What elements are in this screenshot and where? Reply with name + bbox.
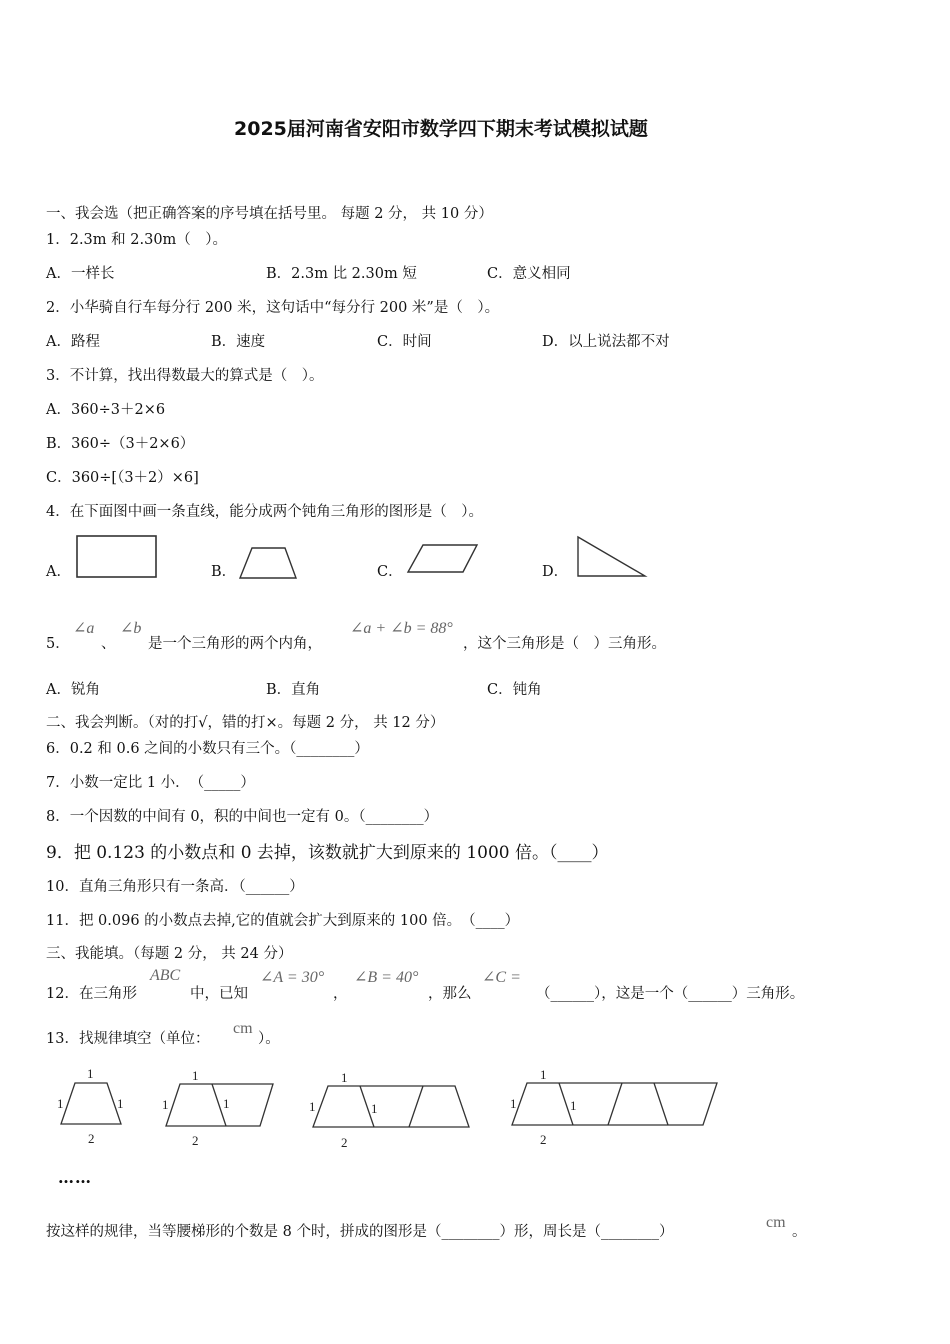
label-top-4: 1 — [540, 1067, 547, 1082]
question-5-angle-b: ∠b — [120, 620, 142, 637]
question-3-option-c[interactable]: C．360÷[（3＋2）×6] — [46, 470, 199, 486]
question-5-tail: ，这个三角形是（ ）三角形。 — [463, 636, 666, 652]
label-right-4: 1 — [570, 1098, 577, 1113]
question-12-text-4: （______），这是一个（______）三角形。 — [536, 986, 805, 1002]
label-right-1: 1 — [117, 1096, 124, 1111]
question-5-separator: 、 — [101, 636, 116, 652]
section-3-header: 三、我能填。（每题 2 分， 共 24 分） — [46, 946, 293, 962]
question-4-option-a[interactable]: A． — [46, 564, 71, 580]
question-13-answer: 按这样的规律，当等腰梯形的个数是 8 个时，拼成的图形是（________）形，周长是（________） — [46, 1224, 674, 1240]
label-left-3: 1 — [309, 1099, 316, 1114]
question-2-option-d[interactable]: D．以上说法都不对 — [542, 334, 670, 350]
question-5-option-a[interactable]: A．锐角 — [46, 682, 100, 698]
question-12-text-1: 12．在三角形 — [46, 986, 137, 1002]
label-left-1: 1 — [57, 1096, 64, 1111]
question-5-number: 5． — [46, 636, 70, 652]
question-3: 3．不计算，找出得数最大的算式是（ ）。 — [46, 368, 324, 384]
label-bottom-2: 2 — [192, 1133, 199, 1148]
section-2-header: 二、我会判断。（对的打√，错的打×。每题 2 分， 共 12 分） — [46, 715, 445, 731]
question-5-angle-a: ∠a — [73, 620, 95, 637]
question-8: 8．一个因数的中间有 0，积的中间也一定有 0。（________） — [46, 809, 439, 825]
label-top-2: 1 — [192, 1068, 199, 1083]
label-bottom-4: 2 — [540, 1132, 547, 1147]
question-5-text: 是一个三角形的两个内角， — [148, 636, 322, 652]
label-left-4: 1 — [510, 1096, 517, 1111]
question-13-answer-end: 。 — [792, 1224, 807, 1240]
label-left-2: 1 — [162, 1097, 169, 1112]
question-13: 13．找规律填空（单位： — [46, 1031, 210, 1047]
question-2: 2．小华骑自行车每分行 200 米，这句话中“每分行 200 米”是（ ）。 — [46, 300, 500, 316]
question-11: 11．把 0.096 的小数点去掉,它的值就会扩大到原来的 100 倍。 （____） — [46, 913, 520, 929]
question-12-angle-c: ∠C = — [482, 969, 521, 986]
question-2-option-c[interactable]: C．时间 — [377, 334, 432, 350]
question-13-unit: cm — [233, 1020, 253, 1037]
question-10: 10．直角三角形只有一条高．（______） — [46, 879, 304, 895]
label-right-3: 1 — [371, 1101, 378, 1116]
question-12-angle-b: ∠B = 40° — [354, 969, 419, 986]
question-2-option-b[interactable]: B．速度 — [211, 334, 266, 350]
question-4-option-d[interactable]: D． — [542, 564, 569, 580]
question-6: 6．0.2 和 0.6 之间的小数只有三个。（________） — [46, 741, 369, 757]
question-5-option-c[interactable]: C．钝角 — [487, 682, 542, 698]
question-1: 1．2.3m 和 2.30m（ ）。 — [46, 232, 228, 248]
question-5-formula: ∠a + ∠b = 88° — [350, 620, 453, 637]
question-12-comma: ， — [333, 986, 348, 1002]
question-12-abc: ABC — [150, 967, 181, 984]
question-5-option-b[interactable]: B．直角 — [266, 682, 321, 698]
label-top-3: 1 — [341, 1070, 348, 1085]
label-bottom-3: 2 — [341, 1135, 348, 1150]
label-bottom-1: 2 — [88, 1131, 95, 1146]
question-9: 9．把 0.123 的小数点和 0 去掉，该数就扩大到原来的 1000 倍。（____） — [46, 843, 609, 863]
question-3-option-b[interactable]: B．360÷（3＋2×6） — [46, 436, 195, 452]
question-3-option-a[interactable]: A．360÷3＋2×6 — [46, 402, 166, 418]
question-4: 4．在下面图中画一条直线，能分成两个钝角三角形的图形是（ ）。 — [46, 504, 483, 520]
question-4-option-c[interactable]: C． — [377, 564, 403, 580]
question-4-option-b[interactable]: B． — [211, 564, 237, 580]
question-12-angle-a: ∠A = 30° — [260, 969, 325, 986]
continuation-dots: …… — [58, 1168, 92, 1187]
question-12-text-2: 中，已知 — [190, 986, 248, 1002]
label-top-1: 1 — [87, 1066, 94, 1081]
question-13-stem-end: ）。 — [258, 1031, 280, 1047]
question-1-option-c[interactable]: C．意义相同 — [487, 266, 571, 282]
page-title: 2025届河南省安阳市数学四下期末考试模拟试题 — [234, 118, 648, 140]
question-1-option-b[interactable]: B．2.3m 比 2.30m 短 — [266, 266, 417, 282]
question-7: 7．小数一定比 1 小． （_____） — [46, 775, 255, 791]
question-13-answer-unit: cm — [766, 1214, 786, 1231]
question-2-option-a[interactable]: A．路程 — [46, 334, 100, 350]
label-right-2: 1 — [223, 1096, 230, 1111]
question-1-option-a[interactable]: A．一样长 — [46, 266, 115, 282]
question-12-text-3: ，那么 — [428, 986, 472, 1002]
section-1-header: 一、我会选（把正确答案的序号填在括号里。 每题 2 分， 共 10 分） — [46, 206, 493, 222]
